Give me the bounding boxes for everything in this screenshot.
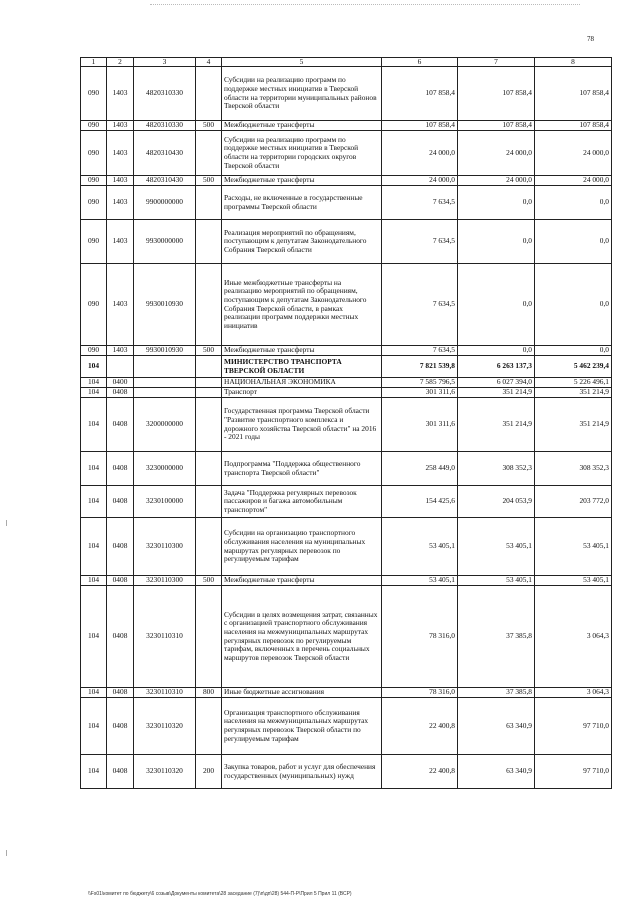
cell-section-code: 0408 [107, 452, 134, 486]
table-row [81, 186, 612, 220]
cell-target-code: 4820310330 [134, 121, 196, 131]
cell-amount-year1: 53 405,1 [382, 576, 458, 586]
cell-amount-year1: 7 585 796,5 [382, 378, 458, 388]
table-row [81, 346, 612, 356]
budget-table [80, 57, 612, 789]
cell-amount-year3: 24 000,0 [535, 176, 612, 186]
cell-amount-year2: 204 053,9 [458, 486, 535, 518]
cell-expense-type [196, 486, 222, 518]
cell-admin-code: 090 [81, 220, 107, 264]
table-row [81, 398, 612, 452]
cell-amount-year3: 97 710,0 [535, 755, 612, 789]
cell-target-code [134, 356, 196, 378]
table-row [81, 698, 612, 755]
cell-section-code: 0400 [107, 378, 134, 388]
cell-target-code [134, 378, 196, 388]
table-row [81, 576, 612, 586]
cell-expense-type [196, 131, 222, 176]
cell-amount-year3: 5 226 496,1 [535, 378, 612, 388]
table-row [81, 755, 612, 789]
cell-amount-year1: 22 400,8 [382, 755, 458, 789]
cell-amount-year3: 107 858,4 [535, 67, 612, 121]
cell-section-code: 0408 [107, 518, 134, 576]
table-row [81, 264, 612, 346]
column-header: 5 [222, 58, 382, 67]
cell-description: Субсидии в целях возмещения затрат, связанных с организацией транспортного обслуживания населения на межмуниципальных маршрутах регулярных перевозок по регулируемым тарифам, включенных в перечень социальных маршрутов перевозок Тверской области [222, 586, 382, 688]
cell-expense-type [196, 398, 222, 452]
cell-expense-type [196, 698, 222, 755]
cell-amount-year3: 0,0 [535, 186, 612, 220]
cell-description: Государственная программа Тверской области "Развитие транспортного комплекса и дорожного хозяйства Тверской области" на 2016 - 2021 годы [222, 398, 382, 452]
cell-amount-year2: 0,0 [458, 220, 535, 264]
cell-expense-type: 200 [196, 755, 222, 789]
cell-description: Межбюджетные трансферты [222, 576, 382, 586]
cell-target-code: 3200000000 [134, 398, 196, 452]
cell-expense-type [196, 264, 222, 346]
table-row [81, 220, 612, 264]
cell-section-code: 0408 [107, 388, 134, 398]
cell-amount-year1: 7 634,5 [382, 346, 458, 356]
cell-amount-year3: 5 462 239,4 [535, 356, 612, 378]
cell-amount-year3: 24 000,0 [535, 131, 612, 176]
cell-target-code: 4820310330 [134, 67, 196, 121]
cell-amount-year3: 97 710,0 [535, 698, 612, 755]
cell-amount-year2: 0,0 [458, 346, 535, 356]
table-row [81, 67, 612, 121]
cell-admin-code: 104 [81, 486, 107, 518]
cell-amount-year2: 308 352,3 [458, 452, 535, 486]
column-header: 6 [382, 58, 458, 67]
cell-target-code: 3230110320 [134, 698, 196, 755]
cell-description: Организация транспортного обслуживания населения на межмуниципальных маршрутах регулярных перевозок Тверской области по регулируемым тарифам [222, 698, 382, 755]
cell-amount-year1: 258 449,0 [382, 452, 458, 486]
cell-description: Транспорт [222, 388, 382, 398]
cell-section-code: 0408 [107, 486, 134, 518]
cell-amount-year3: 0,0 [535, 264, 612, 346]
cell-amount-year2: 0,0 [458, 264, 535, 346]
cell-amount-year3: 53 405,1 [535, 518, 612, 576]
cell-admin-code: 104 [81, 698, 107, 755]
column-header: 7 [458, 58, 535, 67]
cell-description: МИНИСТЕРСТВО ТРАНСПОРТА ТВЕРСКОЙ ОБЛАСТИ [222, 356, 382, 378]
cell-description: Межбюджетные трансферты [222, 176, 382, 186]
cell-target-code: 9930000000 [134, 220, 196, 264]
cell-amount-year2: 351 214,9 [458, 388, 535, 398]
cell-target-code: 9930010930 [134, 264, 196, 346]
cell-amount-year1: 22 400,8 [382, 698, 458, 755]
cell-admin-code: 104 [81, 586, 107, 688]
cell-amount-year3: 3 064,3 [535, 688, 612, 698]
cell-amount-year3: 3 064,3 [535, 586, 612, 688]
cell-amount-year1: 7 821 539,8 [382, 356, 458, 378]
cell-section-code: 1403 [107, 67, 134, 121]
cell-admin-code: 104 [81, 398, 107, 452]
column-header: 1 [81, 58, 107, 67]
cell-amount-year2: 37 385,8 [458, 586, 535, 688]
table-header-row [81, 58, 612, 67]
cell-admin-code: 104 [81, 378, 107, 388]
cell-amount-year1: 53 405,1 [382, 518, 458, 576]
table-row [81, 688, 612, 698]
cell-expense-type [196, 186, 222, 220]
cell-amount-year2: 0,0 [458, 186, 535, 220]
cell-amount-year3: 203 772,0 [535, 486, 612, 518]
table-row [81, 486, 612, 518]
cell-amount-year1: 107 858,4 [382, 67, 458, 121]
cell-admin-code: 090 [81, 121, 107, 131]
cell-amount-year1: 301 311,6 [382, 398, 458, 452]
cell-section-code: 0408 [107, 586, 134, 688]
cell-amount-year3: 0,0 [535, 220, 612, 264]
cell-description: Субсидии на организацию транспортного обслуживания населения на муниципальных маршрутах регулярных перевозок по регулируемым тарифам [222, 518, 382, 576]
cell-section-code: 1403 [107, 176, 134, 186]
cell-description: Субсидии на реализацию программ по поддержке местных инициатив в Тверской области на территории городских округов Тверской области [222, 131, 382, 176]
cell-expense-type [196, 518, 222, 576]
cell-target-code: 9930010930 [134, 346, 196, 356]
table-row [81, 518, 612, 576]
cell-admin-code: 104 [81, 388, 107, 398]
cell-admin-code: 104 [81, 518, 107, 576]
cell-amount-year2: 107 858,4 [458, 67, 535, 121]
table-row [81, 586, 612, 688]
cell-expense-type [196, 452, 222, 486]
cell-description: Иные бюджетные ассигнования [222, 688, 382, 698]
cell-target-code: 3230110300 [134, 576, 196, 586]
cell-amount-year1: 107 858,4 [382, 121, 458, 131]
cell-target-code: 3230100000 [134, 486, 196, 518]
cell-expense-type: 500 [196, 576, 222, 586]
cell-admin-code: 090 [81, 176, 107, 186]
cell-section-code: 0408 [107, 688, 134, 698]
cell-target-code: 3230000000 [134, 452, 196, 486]
cell-description: Задача "Поддержка регулярных перевозок пассажиров и багажа автомобильным транспортом" [222, 486, 382, 518]
cell-amount-year3: 53 405,1 [535, 576, 612, 586]
cell-description: НАЦИОНАЛЬНАЯ ЭКОНОМИКА [222, 378, 382, 388]
cell-amount-year2: 24 000,0 [458, 176, 535, 186]
cell-admin-code: 090 [81, 346, 107, 356]
cell-amount-year1: 24 000,0 [382, 131, 458, 176]
cell-section-code: 1403 [107, 220, 134, 264]
cell-target-code: 3230110310 [134, 586, 196, 688]
cell-amount-year3: 351 214,9 [535, 388, 612, 398]
scan-artifact-mark [6, 520, 7, 526]
table-row [81, 356, 612, 378]
cell-amount-year3: 308 352,3 [535, 452, 612, 486]
cell-admin-code: 104 [81, 688, 107, 698]
cell-amount-year2: 63 340,9 [458, 698, 535, 755]
cell-expense-type [196, 220, 222, 264]
table-row [81, 388, 612, 398]
cell-amount-year3: 351 214,9 [535, 398, 612, 452]
column-header: 3 [134, 58, 196, 67]
cell-expense-type: 500 [196, 346, 222, 356]
cell-section-code: 1403 [107, 264, 134, 346]
cell-target-code [134, 388, 196, 398]
cell-target-code: 4820310430 [134, 131, 196, 176]
cell-section-code: 0408 [107, 576, 134, 586]
cell-amount-year3: 0,0 [535, 346, 612, 356]
cell-section-code: 1403 [107, 131, 134, 176]
cell-target-code: 3230110320 [134, 755, 196, 789]
cell-amount-year1: 301 311,6 [382, 388, 458, 398]
cell-admin-code: 090 [81, 131, 107, 176]
cell-description: Иные межбюджетные трансферты на реализацию мероприятий по обращениям, поступающим к депутатам Законодательного Собрания Тверской области, в рамках реализации программ поддержки местных инициатив [222, 264, 382, 346]
cell-description: Расходы, не включенные в государственные программы Тверской области [222, 186, 382, 220]
table-row [81, 378, 612, 388]
cell-amount-year2: 351 214,9 [458, 398, 535, 452]
cell-description: Межбюджетные трансферты [222, 121, 382, 131]
cell-amount-year2: 53 405,1 [458, 518, 535, 576]
cell-target-code: 9900000000 [134, 186, 196, 220]
cell-admin-code: 090 [81, 264, 107, 346]
cell-target-code: 3230110300 [134, 518, 196, 576]
cell-section-code: 0408 [107, 698, 134, 755]
cell-admin-code: 090 [81, 186, 107, 220]
cell-description: Реализация мероприятий по обращениям, поступающим к депутатам Законодательного Собрания Тверской области [222, 220, 382, 264]
cell-expense-type [196, 388, 222, 398]
cell-admin-code: 104 [81, 356, 107, 378]
cell-amount-year1: 7 634,5 [382, 186, 458, 220]
cell-amount-year2: 53 405,1 [458, 576, 535, 586]
cell-amount-year2: 24 000,0 [458, 131, 535, 176]
cell-description: Субсидии на реализацию программ по поддержке местных инициатив в Тверской области на территории муниципальных районов Тверской области [222, 67, 382, 121]
cell-amount-year2: 37 385,8 [458, 688, 535, 698]
table-row [81, 131, 612, 176]
column-header: 2 [107, 58, 134, 67]
cell-expense-type: 800 [196, 688, 222, 698]
cell-amount-year2: 63 340,9 [458, 755, 535, 789]
cell-target-code: 4820310430 [134, 176, 196, 186]
cell-amount-year1: 7 634,5 [382, 264, 458, 346]
cell-expense-type [196, 586, 222, 688]
cell-amount-year2: 107 858,4 [458, 121, 535, 131]
scan-artifact-mark [6, 850, 7, 856]
page-number: 78 [587, 35, 594, 43]
cell-expense-type: 500 [196, 121, 222, 131]
cell-expense-type [196, 67, 222, 121]
cell-admin-code: 104 [81, 755, 107, 789]
column-header: 8 [535, 58, 612, 67]
table-row [81, 121, 612, 131]
cell-target-code: 3230110310 [134, 688, 196, 698]
cell-section-code: 0408 [107, 755, 134, 789]
cell-admin-code: 104 [81, 452, 107, 486]
cell-amount-year1: 78 316,0 [382, 688, 458, 698]
table-row [81, 176, 612, 186]
cell-description: Межбюджетные трансферты [222, 346, 382, 356]
cell-section-code: 1403 [107, 186, 134, 220]
cell-admin-code: 090 [81, 67, 107, 121]
cell-amount-year1: 7 634,5 [382, 220, 458, 264]
cell-description: Закупка товаров, работ и услуг для обеспечения государственных (муниципальных) нужд [222, 755, 382, 789]
cell-admin-code: 104 [81, 576, 107, 586]
cell-amount-year2: 6 263 137,3 [458, 356, 535, 378]
cell-description: Подпрограмма "Поддержка общественного транспорта Тверской области" [222, 452, 382, 486]
cell-section-code [107, 356, 134, 378]
table-row [81, 452, 612, 486]
cell-section-code: 0408 [107, 398, 134, 452]
cell-amount-year1: 154 425,6 [382, 486, 458, 518]
cell-expense-type [196, 356, 222, 378]
cell-section-code: 1403 [107, 121, 134, 131]
column-header: 4 [196, 58, 222, 67]
cell-section-code: 1403 [107, 346, 134, 356]
cell-amount-year1: 78 316,0 [382, 586, 458, 688]
scan-artifact-line [150, 4, 580, 5]
cell-expense-type: 500 [196, 176, 222, 186]
cell-amount-year3: 107 858,4 [535, 121, 612, 131]
footer-file-path: \\Fs01\комитет по бюджету\6 созыв\Документы комитета\28 заседание (7)\п\дп\28) 544-П-Р\Прил 5 Прил 11 (ВСР) [88, 891, 352, 897]
cell-amount-year2: 6 027 394,0 [458, 378, 535, 388]
cell-expense-type [196, 378, 222, 388]
cell-amount-year1: 24 000,0 [382, 176, 458, 186]
